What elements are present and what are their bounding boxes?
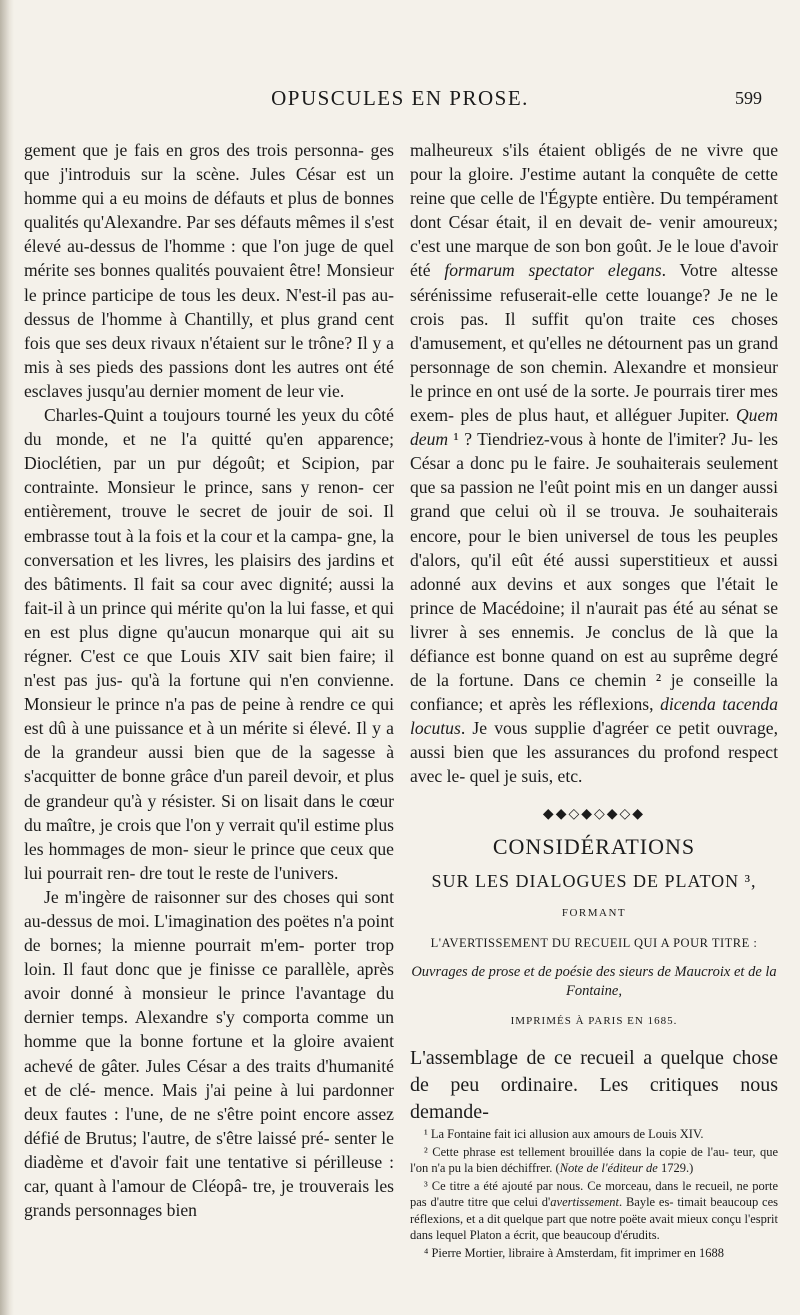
text-run-italic: Note de l'éditeur de [559, 1161, 658, 1176]
paragraph: Charles-Quint a toujours tourné les yeux du côté du monde, et ne l'a quitté qu'en apparence; Dioclétien, par un pur dégoût; et Scipion, par contrainte. Monsieur le prince, sans y renon- cer entièrement, trouve le secret de jouir de soi. Il embrasse tout à la fois et la cour et la campa- gne, la conversation et les livres, les plaisirs des jardins et des bâtiments. Il fait sa cour avec dignité; aussi la fait-il à un prince qui mérite qu'on la lui fasse, et qui en est plus digne qu'aucun monarque qui ait su régner. C'est ce que Louis XIV sait bien faire; il n'est pas jus- qu'à la fortune qui n'en convienne. Monsieur le prince n'a pas de peine à rendre ce qui est dû à une puissance et à un mérite si élevé. Il y a de la grandeur aussi bien que de la sagesse à s'acquitter de bonne grâce d'un pareil devoir, et plus de grandeur qu'à y résister. Si on lisait dans le cœur du maître, je crois que l'on y verrait qu'il estime plus les hommages de mon- sieur le prince que ceux que lui pourrait ren- dre tout le reste de l'univers. [24, 405, 394, 883]
section-forming: FORMANT [561, 906, 627, 919]
right-column [410, 138, 778, 1262]
text-run: malheureux s'ils étaient obligés de ne vivre que pour la gloire. J'estime autant la conquête de cette reine que celle de l'Égypte entière. Du tempérament dont César était, il en devait de- venir amoureux; c'est une marque de son bon goût. Je le loue d'avoir été [410, 140, 778, 281]
paragraph [410, 138, 778, 789]
footnote: ¹ La Fontaine fait ici allusion aux amours de Louis XIV. [424, 1127, 704, 1142]
text-run: . Votre altesse sérénissime refuserait-elle cette louange? Je ne le crois pas. Il suffit qu'on traite ces choses d'amusement, et qu'elles ne détournent pas un grand personnage de son chemin. Alexandre et monsieur le prince en ont usé de la sorte. Je pourrais tirer mes exem- ples de plus haut, et alléguer Jupiter. [410, 260, 778, 426]
text-run: ³ Ce titre a été ajouté par nous. Ce morceau, dans le recueil, ne porte pas d'autre titre que celui d' [410, 1178, 778, 1210]
paragraph: gement que je fais en gros des trois personna- ges que j'introduis sur la scène. Jules César est un homme qui a eu moins de défauts et plus de bonnes qualités qu'Alexandre. Par ses défauts mêmes il s'est élevé au-dessus de l'homme : que l'on juge de quel mérite ses bonnes qualités pouvaient être! Monsieur le prince participe de tous les deux. N'est-il pas au-dessus de l'homme à Chantilly, et plus grand cent fois que ses deux rivaux n'étaient sur le trône? Il y a mis à ses pieds des passions dont les autres ont été esclaves jusqu'au dernier moment de leur vie. [24, 140, 394, 401]
left-column [24, 138, 394, 1222]
section-book-title: Ouvrages de prose et de poésie des sieurs de Maucroix et de la Fontaine, [411, 964, 777, 999]
latin-quote: formarum spectator elegans [444, 260, 662, 281]
running-title: OPUSCULES EN PROSE. [271, 86, 529, 110]
section-title: CONSIDÉRATIONS [492, 833, 696, 859]
text-run-italic: avertissement [550, 1195, 619, 1210]
footnote [410, 1178, 778, 1244]
ornament-separator: ◆◆◇◆◇◆◇◆ [542, 806, 646, 822]
section-imprint: IMPRIMÉS À PARIS EN 1685. [510, 1015, 678, 1027]
latin-quote: dicenda tacenda locutus [410, 694, 778, 739]
text-run: . Bayle es- timait beaucoup ces réflexions, et a dit quelque part que notre poëte avait mieux conçu l'esprit dans lequel Platon a écrit, que beaucoup d'érudits. [410, 1195, 779, 1243]
text-run: ² Cette phrase est tellement brouillée dans la copie de l'au- teur, que l'on n'a pu la bien déchiffrer. ( [410, 1144, 778, 1176]
section-subtitle: SUR LES DIALOGUES DE PLATON ³, [431, 870, 757, 891]
page-header [0, 86, 800, 116]
paragraph: Je m'ingère de raisonner sur des choses qui sont au-dessus de moi. L'imagination des poëtes n'a point de bornes; la mienne pourrait m'em- porter trop loin. Il faut donc que je finisse ce parallèle, après avoir donné à monsieur le prince l'avantage du dernier temps. Alexandre s'y comporta comme un homme que la bonne fortune et la gloire avaient achevé de gâter. Jules César a des traits d'humanité et de clé- mence. Mais j'ai peine à lui pardonner deux fautes : l'une, de ne s'être point encore assez défié de Brutus; l'autre, de s'être laissé pré- senter le diadème et d'avoir fait une tentative si périlleuse : car, quant à l'amour de Cléopâ- tre, je trouverais les grands personnages bien [24, 886, 394, 1221]
page-binding-edge [0, 0, 14, 1315]
intro-paragraph: L'assemblage de ce recueil a quelque chose de peu ordinaire. Les critiques nous demande- [410, 1047, 778, 1124]
footnotes [410, 1126, 778, 1261]
footnote [410, 1144, 778, 1177]
page-number: 599 [735, 88, 762, 108]
section-notice: L'AVERTISSEMENT DU RECUEIL QUI A POUR TITRE : [430, 935, 758, 950]
text-run: ¹ ? Tiendriez-vous à honte de l'imiter? Ju- les César a donc pu le faire. Je souhaiterais seulement que sa passion ne l'eût point mis en un danger aussi grand que celui où il se trouva. Je souhaiterais encore, pour le bien universel de tous les peuples d'alors, qu'il eût été aussi superstitieux et aussi adonné aux devins et aux songes que l'était le prince de Macédoine; il n'aurait pas été au sénat se livrer à ses ennemis. Je conclus de là que la défiance est bonne quand on est au suprême degré de la fortune. Dans ce chemin ² je conseille la confiance; et après les réflexions, [410, 429, 778, 715]
latin-quote: Quem deum [410, 405, 778, 450]
footnote: ⁴ Pierre Mortier, libraire à Amsterdam, fit imprimer en 1688 [424, 1245, 724, 1260]
text-run: 1729.) [657, 1161, 694, 1176]
text-run: . Je vous supplie d'agréer ce petit ouvrage, aussi bien que les assurances du profond respect avec le- quel je suis, etc. [410, 718, 778, 787]
